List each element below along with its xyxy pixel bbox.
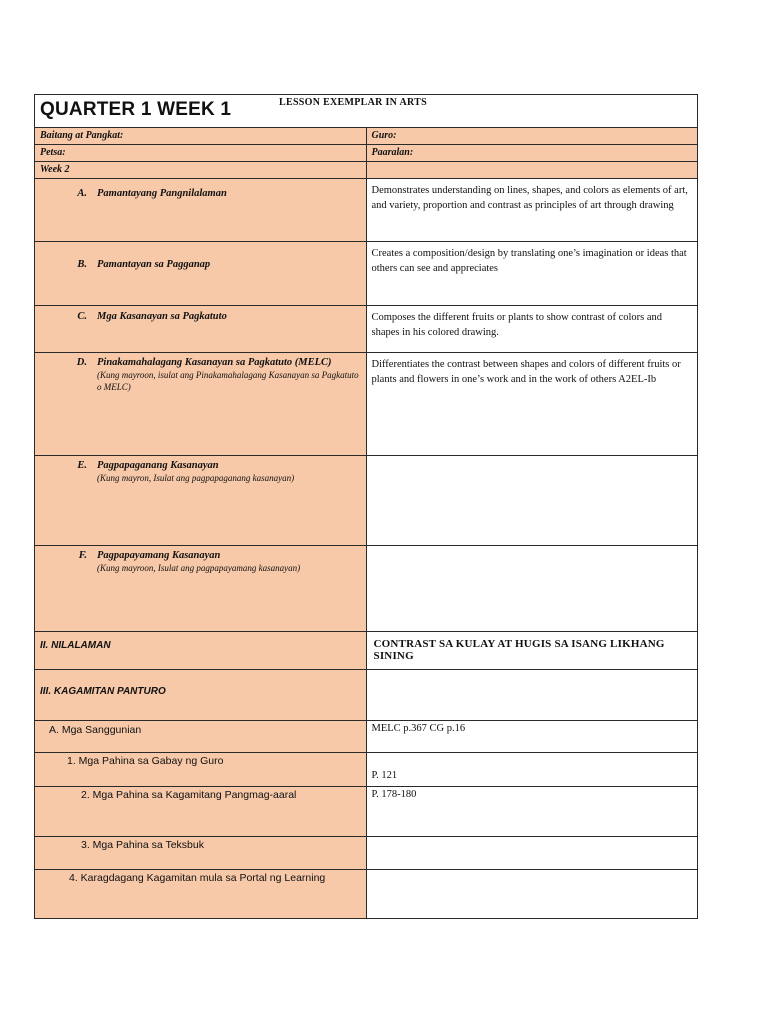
objective-label-cell — [35, 456, 367, 546]
reference-row — [35, 870, 698, 919]
objective-note: (Kung mayroon, isulat ang Pinakamahalagang Kasanayan sa Pagkatuto o MELC) — [97, 370, 359, 392]
objective-letter: D. — [76, 357, 87, 368]
objective-label: Mga Kasanayan sa Pagkatuto — [97, 311, 227, 322]
objective-label: Pinakamahalagang Kasanayan sa Pagkatuto (MELC) — [97, 357, 332, 368]
objective-content — [366, 456, 698, 546]
lesson-table — [34, 94, 698, 919]
nilalaman-row — [35, 632, 698, 670]
lesson-exemplar-document — [34, 94, 698, 919]
objective-label: Pamantayan sa Pagganap — [97, 259, 211, 270]
reference-label: 3. Mga Pahina sa Teksbuk — [35, 837, 367, 870]
guro-label: Guro: — [366, 128, 698, 145]
objective-row-e — [35, 456, 698, 546]
objective-content — [366, 546, 698, 632]
objective-content: Differentiates the contrast between shapes and colors of different fruits or plants and flowers in one’s work and in the work of others A2EL-Ib — [366, 353, 698, 456]
objective-label: Pagpapayamang Kasanayan — [97, 550, 221, 561]
objective-label: Pagpapaganang Kasanayan — [97, 460, 219, 471]
objective-row-c — [35, 306, 698, 353]
objective-label: Pamantayang Pangnilalaman — [97, 188, 227, 199]
objective-letter: E. — [77, 460, 87, 471]
objective-note: (Kung mayroon, Isulat ang pagpapayamang kasanayan) — [97, 563, 301, 573]
objective-label-cell — [35, 242, 367, 306]
objective-row-d — [35, 353, 698, 456]
reference-value — [366, 870, 698, 919]
objective-row-a — [35, 179, 698, 242]
reference-label: 1. Mga Pahina sa Gabay ng Guro — [35, 753, 367, 787]
reference-row — [35, 787, 698, 837]
kagamitan-row — [35, 670, 698, 721]
objective-note: (Kung mayron, Isulat ang pagpapaganang kasanayan) — [97, 473, 295, 483]
info-row-baitang — [35, 128, 698, 145]
objective-letter: A. — [77, 188, 87, 199]
lesson-title: LESSON EXEMPLAR IN ARTS — [279, 97, 427, 108]
kagamitan-content — [366, 670, 698, 721]
objective-content: Creates a composition/design by translating one’s imagination or ideas that others can see and appreciates — [366, 242, 698, 306]
week-value-cell — [366, 162, 698, 179]
objective-label-cell — [35, 353, 367, 456]
info-row-petsa — [35, 145, 698, 162]
reference-label: A. Mga Sanggunian — [35, 721, 367, 753]
objective-label-cell — [35, 179, 367, 242]
week-label: Week 2 — [35, 162, 367, 179]
reference-value: P. 178-180 — [366, 787, 698, 837]
reference-label: 2. Mga Pahina sa Kagamitang Pangmag-aaral — [35, 787, 367, 837]
objective-label-cell — [35, 546, 367, 632]
objective-content: Composes the different fruits or plants to show contrast of colors and shapes in his colored drawing. — [366, 306, 698, 353]
objective-label-cell — [35, 306, 367, 353]
kagamitan-label: III. KAGAMITAN PANTURO — [35, 670, 367, 721]
objective-letter: B. — [77, 259, 87, 270]
nilalaman-label: II. NILALAMAN — [35, 632, 367, 670]
reference-row — [35, 837, 698, 870]
reference-value — [366, 837, 698, 870]
paaralan-label: Paaralan: — [366, 145, 698, 162]
objective-row-b — [35, 242, 698, 306]
quarter-week-title: QUARTER 1 WEEK 1 — [40, 99, 232, 120]
objective-letter: C. — [77, 311, 87, 322]
title-row — [35, 95, 698, 128]
reference-row — [35, 753, 698, 787]
baitang-label: Baitang at Pangkat: — [35, 128, 367, 145]
objective-letter: F. — [78, 550, 87, 561]
reference-value: MELC p.367 CG p.16 — [366, 721, 698, 753]
objective-row-f — [35, 546, 698, 632]
reference-row — [35, 721, 698, 753]
title-cell — [35, 95, 698, 128]
objective-content: Demonstrates understanding on lines, shapes, and colors as elements of art, and variety, proportion and contrast as principles of art through drawing — [366, 179, 698, 242]
info-row-week — [35, 162, 698, 179]
reference-label: 4. Karagdagang Kagamitan mula sa Portal ng Learning — [35, 870, 367, 919]
petsa-label: Petsa: — [35, 145, 367, 162]
reference-value: P. 121 — [366, 753, 698, 787]
nilalaman-content: CONTRAST SA KULAY AT HUGIS SA ISANG LIKHANG SINING — [366, 632, 698, 670]
